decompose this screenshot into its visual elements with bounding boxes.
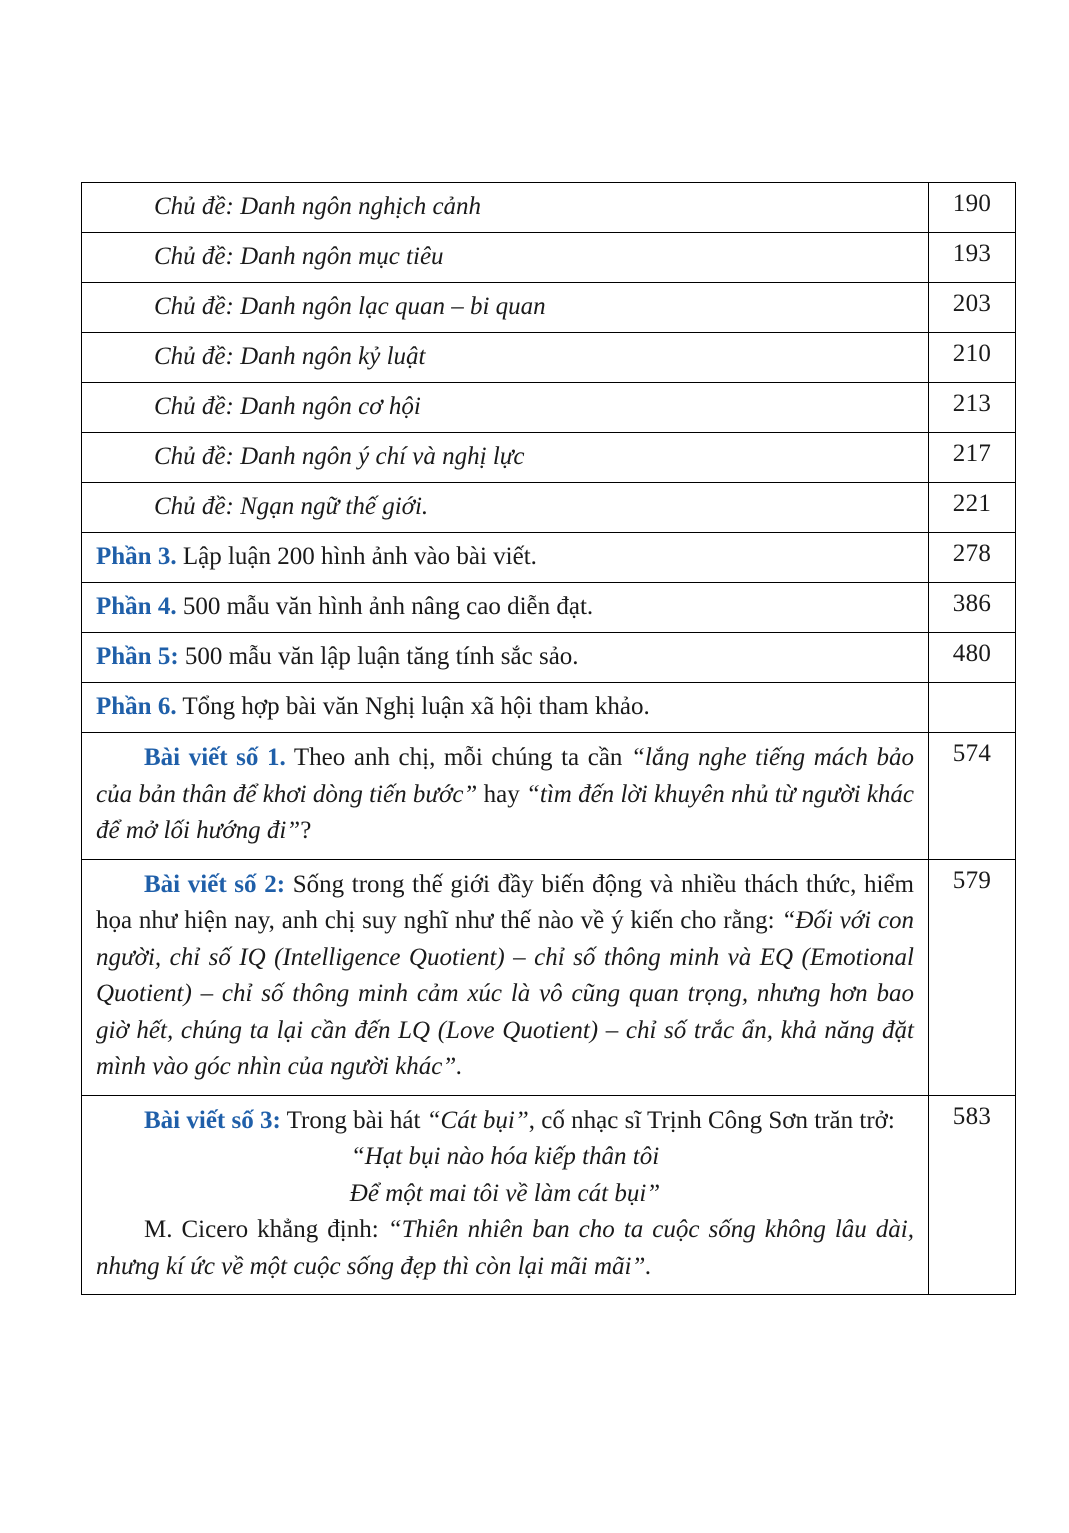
essay-quote-1: “lắng nghe tiếng mách bảo của bản thân để khơi dòng tiến bước” [96,744,914,808]
table-row [82,633,1016,683]
essay-label: Bài viết số 1. [144,744,286,771]
table-row [82,483,1016,533]
toc-part-title: 500 mẫu văn lập luận tăng tính sắc sảo. [184,643,579,670]
toc-part-line [96,590,914,623]
table-row [82,183,1016,233]
toc-part-label: Phần 6. [96,693,177,720]
table-row [82,433,1016,483]
essay-tail: ? [300,817,312,844]
toc-entry-page: 217 [929,433,1016,483]
essay-paragraph [96,740,914,850]
toc-entry-text [82,633,929,683]
essay-entry-page: 574 [929,733,1016,860]
toc-part-line [96,540,914,573]
toc-part-line [96,690,914,723]
essay-paragraph [96,1103,914,1140]
toc-entry-label: Chủ đề: Ngạn ngữ thế giới. [154,493,429,520]
toc-entry-page: 278 [929,533,1016,583]
essay-label: Bài viết số 3: [144,1106,281,1134]
essay-lead: Theo anh chị, mỗi chúng ta cần [285,744,632,771]
song-title: “Cát bụi” [426,1106,529,1134]
table-row [82,1095,1016,1295]
toc-entry-text [82,483,929,533]
toc-entry-text [82,533,929,583]
table-row [82,233,1016,283]
toc-entry-text [82,383,929,433]
toc-entry-label: Chủ đề: Danh ngôn nghịch cảnh [154,193,482,220]
essay-after-title: , cố nhạc sĩ Trịnh Công Sơn trăn trở: [528,1106,895,1134]
table-row [82,859,1016,1095]
toc-entry-text [82,333,929,383]
toc-entry-label: Chủ đề: Danh ngôn lạc quan – bi quan [154,293,546,320]
toc-part-title: 500 mẫu văn hình ảnh nâng cao diễn đạt. [182,593,594,620]
toc-entry-text [82,183,929,233]
toc-entry-text [82,683,929,733]
essay-quote-2: “tìm đến lời khuyên nhủ từ người khác để mở lối hướng đi” [96,780,914,844]
toc-entry-page: 221 [929,483,1016,533]
verse-line-2: Để một mai tôi về làm cát bụi” [349,1179,661,1207]
toc-part-label: Phần 4. [96,593,177,620]
essay-lead: Sống trong thế giới đầy biến động và nhiều thách thức, hiểm họa như hiện nay, anh chị suy nghĩ như thế nào về ý kiến cho rằng: [96,870,915,934]
table-of-contents [81,182,1016,1295]
toc-entry-label: Chủ đề: Danh ngôn mục tiêu [154,243,444,270]
essay-label: Bài viết số 2: [144,870,286,898]
table-row [82,283,1016,333]
toc-part-title: Tổng hợp bài văn Nghị luận xã hội tham khảo. [182,693,650,720]
toc-entry-page [929,683,1016,733]
toc-entry-page: 193 [929,233,1016,283]
toc-part-line [96,640,914,673]
toc-entry-page: 386 [929,583,1016,633]
attribution-lead: M. Cicero khẳng định: [144,1216,388,1243]
table-row [82,733,1016,860]
toc-entry-page: 480 [929,633,1016,683]
essay-entry-text [82,859,929,1095]
attribution-quote: “Thiên nhiên ban cho ta cuộc sống không lâu dài, nhưng kí ức về một cuộc sống đẹp thì còn lại mãi mãi”. [96,1216,915,1280]
essay-quote-1: “Đối với con người, chỉ số IQ (Intelligence Quotient) – chỉ số thông minh và EQ (Emotional Quotient) – chỉ số thông minh cảm xúc là vô cũng quan trọng, nhưng hơn bao giờ hết, chúng ta lại cần đến LQ (Love Quotient) – chỉ số trắc ẩn, khả năng đặt mình vào góc nhìn của người khác”. [96,907,914,1080]
toc-entry-label: Chủ đề: Danh ngôn ý chí và nghị lực [154,443,525,470]
essay-lead: Trong bài hát [280,1106,427,1134]
table-row [82,683,1016,733]
toc-part-label: Phần 3. [96,543,177,570]
essay-entry-text [82,1095,929,1295]
toc-part-title: Lập luận 200 hình ảnh vào bài viết. [182,543,537,570]
essay-entry-text [82,733,929,860]
toc-entry-text [82,433,929,483]
toc-entry-text [82,583,929,633]
table-row [82,533,1016,583]
toc-entry-text [82,233,929,283]
essay-mid: hay [477,780,526,808]
essay-entry-page: 583 [929,1095,1016,1295]
toc-entry-label: Chủ đề: Danh ngôn cơ hội [154,393,421,420]
attribution-paragraph [96,1212,914,1285]
table-row [82,333,1016,383]
toc-entry-page: 210 [929,333,1016,383]
essay-entry-page: 579 [929,859,1016,1095]
toc-entry-page: 203 [929,283,1016,333]
toc-entry-text [82,283,929,333]
toc-part-label: Phần 5: [96,643,179,670]
toc-entry-label: Chủ đề: Danh ngôn kỷ luật [154,343,426,370]
toc-body [82,183,1016,1295]
table-row [82,383,1016,433]
table-row [82,583,1016,633]
toc-entry-page: 190 [929,183,1016,233]
toc-entry-page: 213 [929,383,1016,433]
essay-paragraph [96,867,914,1086]
verse-line-1: “Hạt bụi nào hóa kiếp thân tôi [350,1143,660,1170]
